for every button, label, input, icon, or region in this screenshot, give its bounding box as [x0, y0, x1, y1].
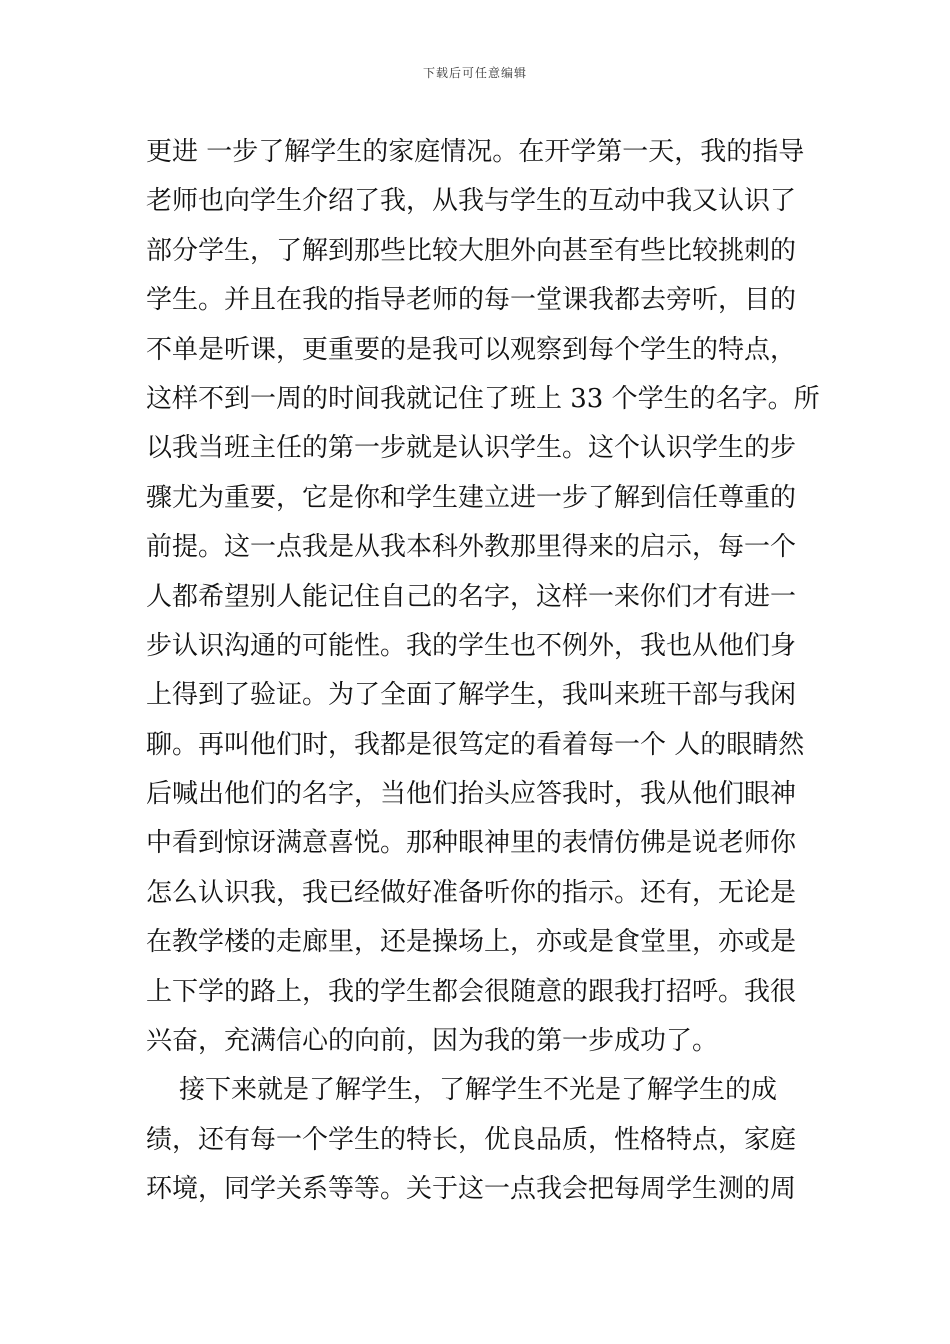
- text-line: 前提。这一点我是从我本科外教那里得来的启示，每一个: [146, 532, 797, 563]
- text-line: 步认识沟通的可能性。我的学生也不例外，我也从他们身: [146, 630, 797, 661]
- paragraph-start-line: 接下来就是了解学生，了解学生不光是了解学生的成: [146, 1075, 778, 1106]
- text-line: 上得到了验证。为了全面了解学生，我叫来班干部与我闲: [146, 680, 797, 711]
- text-line: 更进 一步了解学生的家庭情况。在开学第一天，我的指导: [146, 137, 805, 167]
- text-line: 学生。并且在我的指导老师的每一堂课我都去旁听，目的: [146, 285, 797, 316]
- text-line: 人都希望别人能记住自己的名字，这样一来你们才有进一: [146, 581, 797, 612]
- page-header: 下载后可任意编辑: [422, 66, 527, 80]
- text-line: 骤尤为重要，它是你和学生建立进一步了解到信任尊重的: [146, 482, 797, 513]
- text-line: 这样不到一周的时间我就记住了班上 33 个学生的名字。所: [146, 383, 820, 414]
- text-line: 聊。再叫他们时，我都是很笃定的看着每一个 人的眼睛然: [146, 729, 805, 760]
- text-line: 上下学的路上，我的学生都会很随意的跟我打招呼。我很: [146, 976, 797, 1007]
- text-line: 在教学楼的走廊里，还是操场上，亦或是食堂里，亦或是: [146, 927, 797, 958]
- text-line: 绩，还有每一个学生的特长，优良品质，性格特点，家庭: [146, 1124, 797, 1155]
- text-line: 老师也向学生介绍了我，从我与学生的互动中我又认识了: [146, 186, 797, 217]
- text-line: 不单是听课，更重要的是我可以观察到每个学生的特点，: [146, 334, 797, 365]
- text-line: 兴奋，充满信心的向前，因为我的第一步成功了。: [146, 1026, 719, 1057]
- text-line: 环境，同学关系等等。关于这一点我会把每周学生测的周: [146, 1174, 797, 1205]
- body-text: [146, 128, 826, 1215]
- text-line: 怎么认识我，我已经做好准备听你的指示。还有，无论是: [146, 877, 797, 908]
- text-line: 以我当班主任的第一步就是认识学生。这个认识学生的步: [146, 433, 797, 464]
- text-line: 中看到惊讶满意喜悦。那种眼神里的表情仿佛是说老师你: [146, 828, 797, 859]
- text-line: 部分学生，了解到那些比较大胆外向甚至有些比较挑刺的: [146, 235, 797, 266]
- text-line: 后喊出他们的名字，当他们抬头应答我时，我从他们眼神: [146, 779, 797, 810]
